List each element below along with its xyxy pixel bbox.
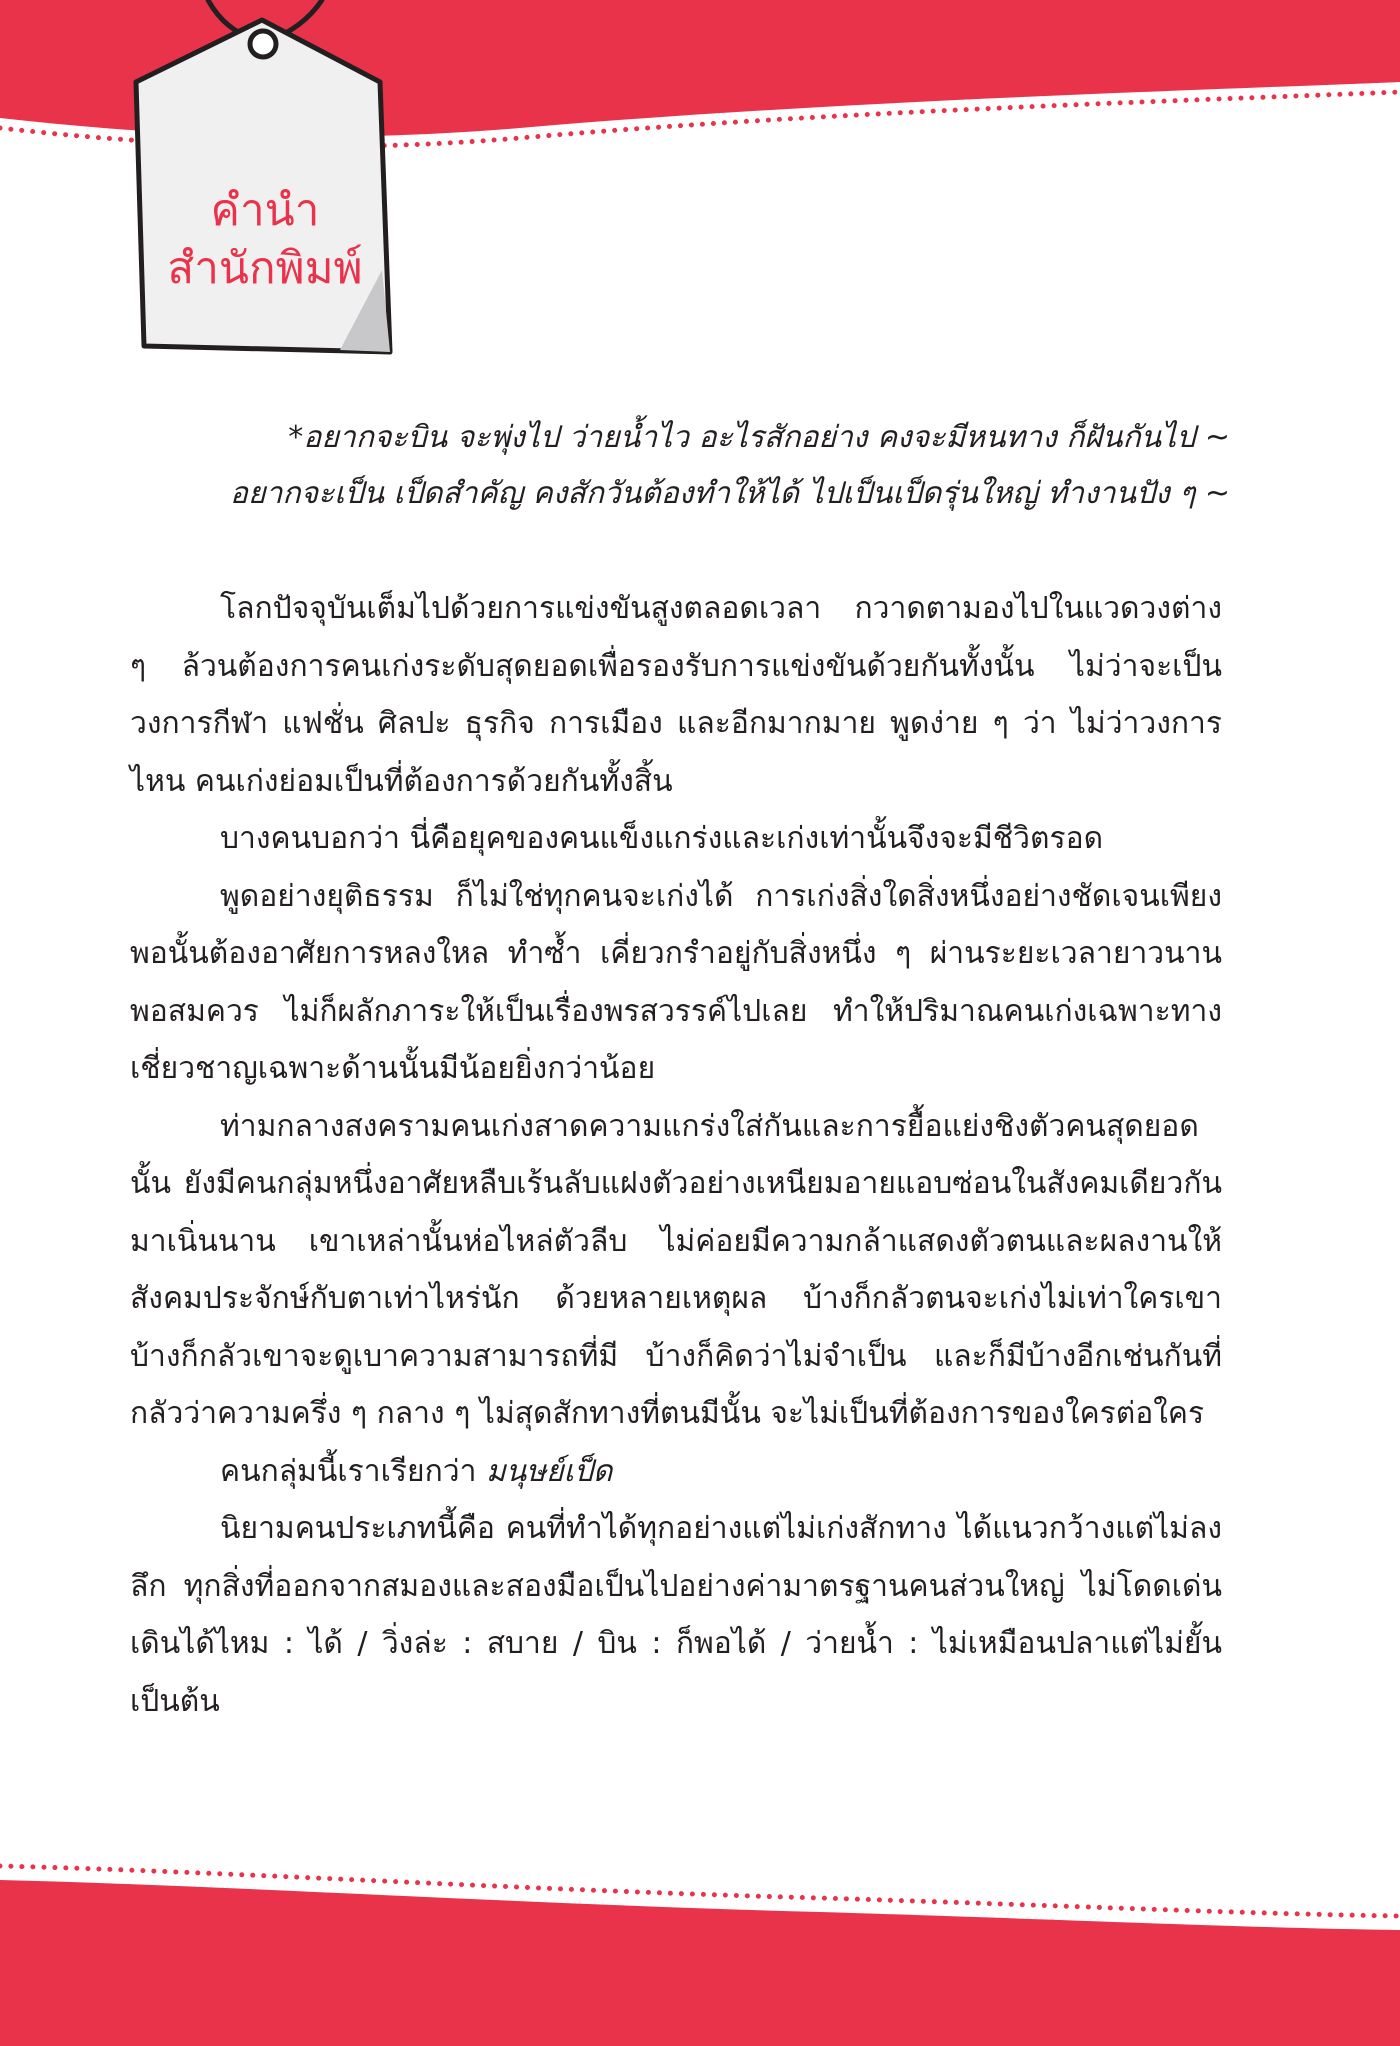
tag-hole-icon bbox=[250, 31, 276, 57]
tag-title-line-1: คำนำ bbox=[210, 185, 320, 236]
tag-title bbox=[150, 182, 380, 298]
quote-line-2: อยากจะเป็น เป็ดสำคัญ คงสักวันต้องทำให้ได้ ไปเป็นเป็ดรุ่นใหญ่ ทำงานปัง ๆ ~ bbox=[229, 476, 1230, 511]
paragraph-4: ท่ามกลางสงครามคนเก่งสาดความแกร่งใส่กันและการยื้อแย่งชิงตัวคนสุดยอดนั้น ยังมีคนกลุ่มหนึ่งอาศัยหลืบเร้นลับแฝงตัวอย่างเหนียมอายแอบซ่อนในสังคมเดียวกันมาเนิ่นนาน เขาเหล่านั้นห่อไหล่ตัวลีบ ไม่ค่อยมีความกล้าแสดงตัวตนและผลงานให้สังคมประจักษ์กับตาเท่าไหร่นัก ด้วยหลายเหตุผล บ้างก็กลัวตนจะเก่งไม่เท่าใครเขา บ้างก็กลัวเขาจะดูเบาความสามารถที่มี บ้างก็คิดว่าไม่จำเป็น และก็มีบ้างอีกเช่นกันที่กลัวว่าความครึ่ง ๆ กลาง ๆ ไม่สุดสักทางที่ตนมีนั้น จะไม่เป็นที่ต้องการของใครต่อใคร bbox=[130, 1108, 1222, 1431]
paragraph-5-term: มนุษย์เป็ด bbox=[485, 1453, 613, 1489]
quote-line-1: *อยากจะบิน จะพุ่งไป ว่ายน้ำไว อะไรสักอย่าง คงจะมีหนทาง ก็ฝันกันไป ~ bbox=[288, 420, 1230, 455]
body-text bbox=[130, 580, 1222, 1730]
paragraph-3: พูดอย่างยุติธรรม ก็ไม่ใช่ทุกคนจะเก่งได้ การเก่งสิ่งใดสิ่งหนึ่งอย่างชัดเจนเพียงพอนั้นต้องอาศัยการหลงใหล ทำซ้ำ เคี่ยวกรำอยู่กับสิ่งหนึ่ง ๆ ผ่านระยะเวลายาวนานพอสมควร ไม่ก็ผลักภาระให้เป็นเรื่องพรสวรรค์ไปเลย ทำให้ปริมาณคนเก่งเฉพาะทาง เชี่ยวชาญเฉพาะด้านนั้นมีน้อยยิ่งกว่าน้อย bbox=[130, 878, 1222, 1086]
paragraph-6: นิยามคนประเภทนี้คือ คนที่ทำได้ทุกอย่างแต่ไม่เก่งสักทาง ได้แนวกว้างแต่ไม่ลงลึก ทุกสิ่งที่ออกจากสมองและสองมือเป็นไปอย่างค่ามาตรฐานคนส่วนใหญ่ ไม่โดดเด่น เดินได้ไหม : ได้ / วิ่งล่ะ : สบาย / บิน : ก็พอได้ / ว่ายน้ำ : ไม่เหมือนปลาแต่ไม่ยั้น เป็นต้น bbox=[130, 1511, 1222, 1719]
paragraph-1: โลกปัจจุบันเต็มไปด้วยการแข่งขันสูงตลอดเวลา กวาดตามองไปในแวดวงต่าง ๆ ล้วนต้องการคนเก่งระดับสุดยอดเพื่อรองรับการแข่งขันด้วยกันทั้งนั้น ไม่ว่าจะเป็นวงการกีฬา แฟชั่น ศิลปะ ธุรกิจ การเมือง และอีกมากมาย พูดง่าย ๆ ว่า ไม่ว่าวงการไหน คนเก่งย่อมเป็นที่ต้องการด้วยกันทั้งสิ้น bbox=[130, 591, 1222, 799]
paragraph-2: บางคนบอกว่า นี่คือยุคของคนแข็งแกร่งและเก่งเท่านั้นจึงจะมีชีวิตรอด bbox=[220, 821, 1104, 856]
paragraph-5-lead: คนกลุ่มนี้เราเรียกว่า bbox=[220, 1453, 486, 1489]
epigraph-quote bbox=[180, 410, 1230, 522]
paragraph-5 bbox=[130, 1443, 1222, 1501]
tag-title-line-2: สำนักพิมพ์ bbox=[167, 243, 363, 294]
bottom-wave-band bbox=[0, 1820, 1400, 2046]
